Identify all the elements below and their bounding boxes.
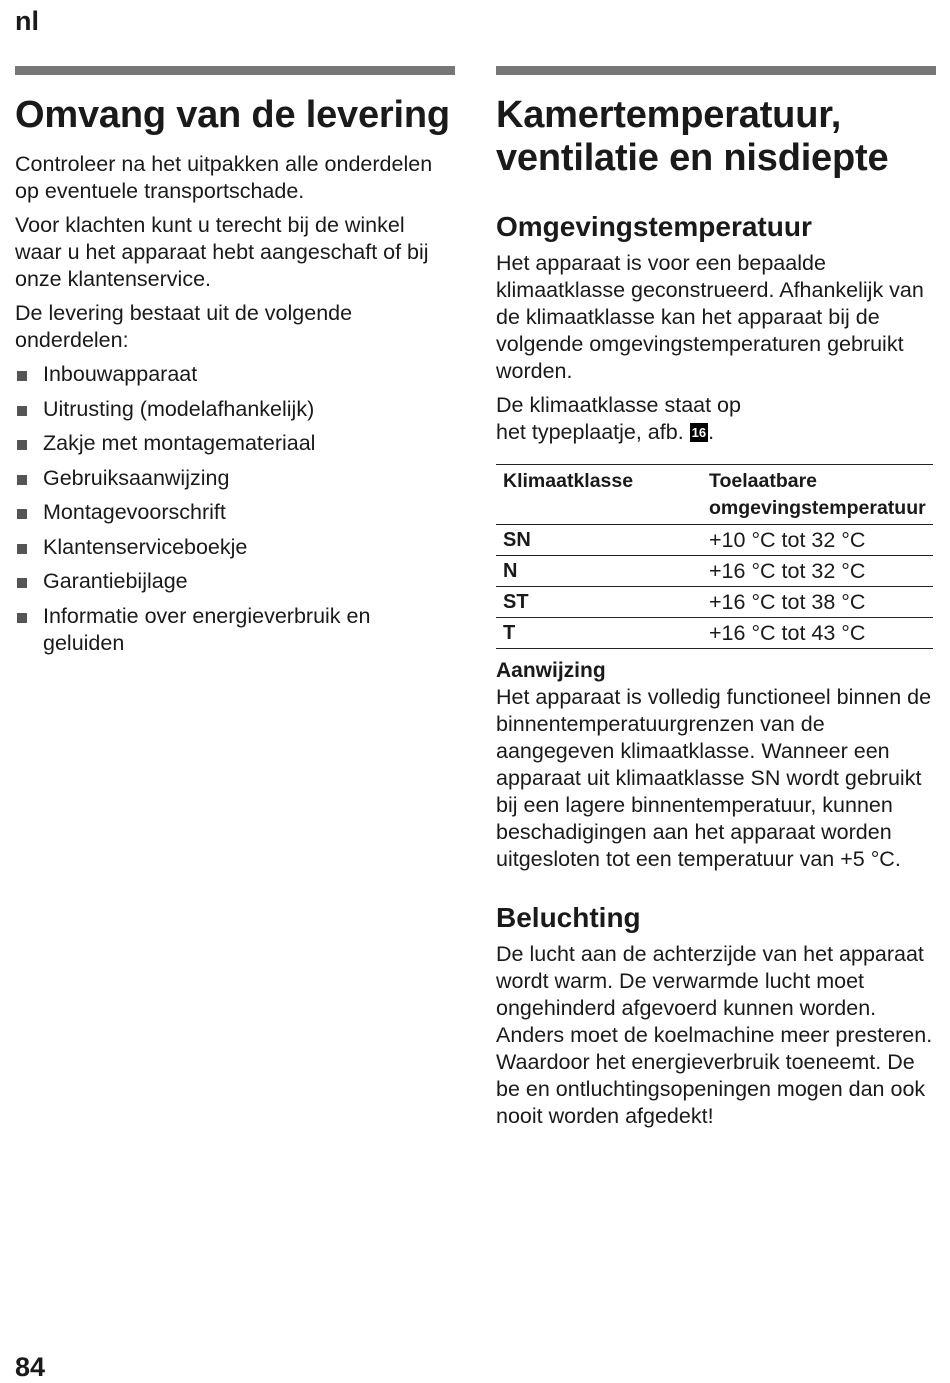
table-row bbox=[496, 587, 933, 618]
column-header-klimaatklasse: Klimaatklasse bbox=[496, 465, 702, 525]
delivery-section bbox=[15, 66, 455, 664]
list-item: Garantiebijlage bbox=[15, 568, 455, 595]
note-text: Het apparaat is volledig functioneel binnen de binnentemperatuurgrenzen van de aangegeven klimaatklasse. Wanneer een apparaat uit klimaatklasse SN wordt gebruikt bij een lagere binnentemperatuur, kunnen beschadigingen aan het apparaat worden uitgesloten tot een temperatuur van +5 °C. bbox=[496, 685, 932, 871]
figure-reference-badge: 16 bbox=[691, 425, 707, 440]
temperature-range-cell: +16 °C tot 43 °C bbox=[702, 618, 933, 649]
section-divider bbox=[15, 66, 455, 75]
paragraph: De klimaatklasse staat op het typeplaatje, afb. 16. bbox=[496, 393, 741, 444]
square-bullet-icon bbox=[17, 406, 27, 416]
climate-class-table bbox=[496, 464, 933, 649]
ventilation-heading: Beluchting bbox=[496, 902, 641, 933]
climate-class-cell: ST bbox=[496, 587, 702, 618]
paragraph: De lucht aan de achterzijde van het apparaat wordt warm. De verwarmde lucht moet ongehinderd afgevoerd kunnen worden. Anders moet de koelmachine meer presteren. Waardoor het energieverbruik toeneemt. De be en ontluchtingsopeningen mogen dan ook nooit worden afgedekt! bbox=[496, 942, 933, 1128]
temperature-range-cell: +10 °C tot 32 °C bbox=[702, 525, 933, 556]
table-row bbox=[496, 556, 933, 587]
square-bullet-icon bbox=[17, 613, 27, 623]
column-header-temperature: Toelaatbare omgevingstemperatuur bbox=[702, 465, 933, 525]
square-bullet-icon bbox=[17, 440, 27, 450]
square-bullet-icon bbox=[17, 509, 27, 519]
delivery-title: Omvang van de levering bbox=[15, 94, 450, 136]
table-row bbox=[496, 618, 933, 649]
list-item: Uitrusting (modelafhankelijk) bbox=[15, 396, 455, 423]
room-temperature-title: Kamertemperatuur, ventilatie en nisdiepte bbox=[496, 94, 889, 179]
square-bullet-icon bbox=[17, 371, 27, 381]
climate-class-cell: T bbox=[496, 618, 702, 649]
list-item: Zakje met montagemateriaal bbox=[15, 430, 455, 457]
paragraph: Voor klachten kunt u terecht bij de winkel waar u het apparaat hebt aangeschaft of bij onze klantenservice. bbox=[15, 213, 429, 291]
note-title: Aanwijzing bbox=[496, 659, 606, 682]
section-divider bbox=[496, 66, 936, 75]
paragraph: Het apparaat is voor een bepaalde klimaatklasse geconstrueerd. Afhankelijk van de klimaatklasse kan het apparaat bij de volgende omgevingstemperaturen gebruikt worden. bbox=[496, 251, 924, 383]
temperature-range-cell: +16 °C tot 38 °C bbox=[702, 587, 933, 618]
paragraph: De levering bestaat uit de volgende onderdelen: bbox=[15, 301, 353, 352]
room-temperature-section bbox=[496, 66, 936, 1137]
delivery-list bbox=[15, 361, 455, 657]
temperature-range-cell: +16 °C tot 32 °C bbox=[702, 556, 933, 587]
climate-class-cell: N bbox=[496, 556, 702, 587]
list-item: Inbouwapparaat bbox=[15, 361, 455, 388]
table-row bbox=[496, 525, 933, 556]
list-item: Gebruiksaanwijzing bbox=[15, 465, 455, 492]
square-bullet-icon bbox=[17, 578, 27, 588]
page-number: 84 bbox=[15, 1352, 46, 1382]
square-bullet-icon bbox=[17, 475, 27, 485]
table-header-row bbox=[496, 465, 933, 525]
ambient-temperature-heading: Omgevingstemperatuur bbox=[496, 211, 812, 242]
list-item: Montagevoorschrift bbox=[15, 499, 455, 526]
square-bullet-icon bbox=[17, 544, 27, 554]
list-item: Klantenserviceboekje bbox=[15, 534, 455, 561]
list-item: Informatie over energieverbruik en geluiden bbox=[15, 603, 455, 657]
language-code: nl bbox=[15, 6, 39, 36]
climate-class-cell: SN bbox=[496, 525, 702, 556]
paragraph: Controleer na het uitpakken alle onderdelen op eventuele transportschade. bbox=[15, 152, 433, 203]
